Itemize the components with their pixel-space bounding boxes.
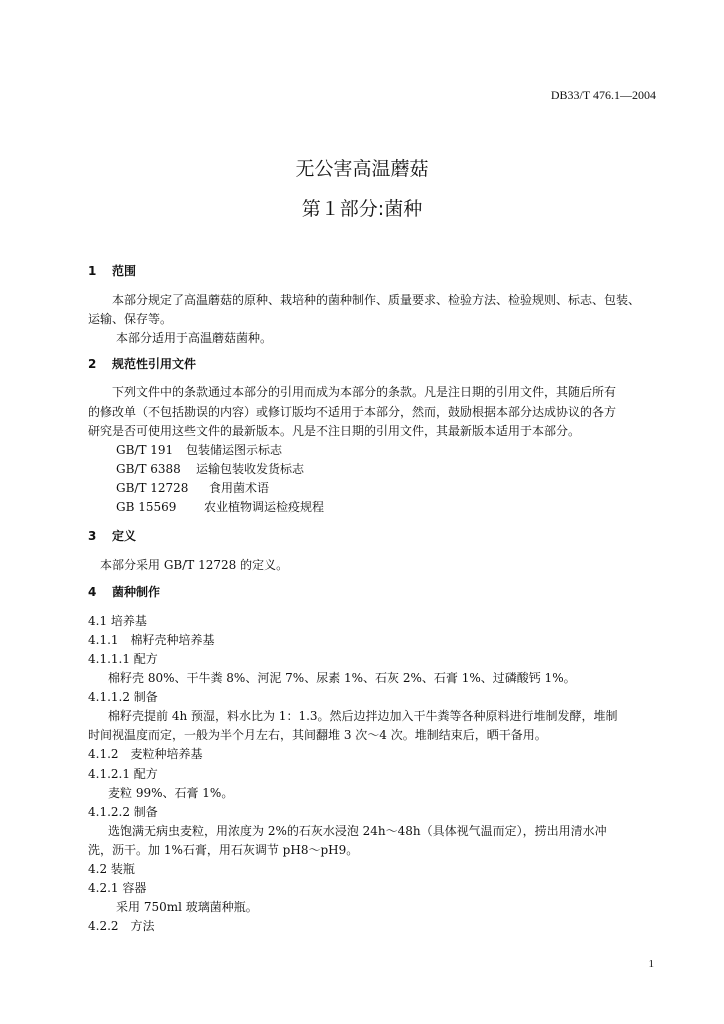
- page-number: 1: [648, 958, 654, 970]
- reference-name: 食用菌术语: [209, 481, 270, 495]
- paragraph: 棉籽壳 80%、干牛粪 8%、河泥 7%、尿素 1%、石灰 2%、石膏 1%、过磷酸钙 1%。: [108, 671, 576, 685]
- paragraph: 下列文件中的条款通过本部分的引用而成为本部分的条款。凡是注日期的引用文件，其随后所有: [112, 385, 617, 399]
- paragraph: 时间视温度而定，一般为半个月左右，其间翻堆 3 次～4 次。堆制结束后，晒干备用。: [88, 728, 547, 742]
- document-code: DB33/T 476.1—2004: [550, 88, 656, 102]
- paragraph: 棉籽壳提前 4h 预湿，料水比为 1：1.3。然后边拌边加入干牛粪等各种原料进行堆制发酵，堆制: [108, 709, 618, 723]
- reference-item: [116, 441, 282, 458]
- paragraph: 选饱满无病虫麦粒，用浓度为 2%的石灰水浸泡 24h～48h（具体视气温而定），捞出用清水冲: [108, 824, 607, 838]
- reference-code: GB/T 191: [116, 443, 174, 457]
- reference-code: GB/T 6388: [116, 462, 181, 476]
- section-title: 定义: [112, 529, 137, 543]
- reference-item: [116, 498, 324, 515]
- subsection-heading: 4.1.2.1 配方: [88, 767, 158, 781]
- paragraph: 本部分适用于高温蘑菇菌种。: [116, 331, 273, 345]
- section-title: 菌种制作: [112, 585, 161, 599]
- section-2-heading: [88, 355, 196, 372]
- subsection-heading: 4.2 装瓶: [88, 862, 135, 876]
- subsection-heading: 4.2.2 方法: [88, 919, 155, 933]
- subsection-heading: 4.1.1.2 制备: [88, 690, 158, 704]
- reference-code: GB 15569: [116, 500, 177, 514]
- paragraph: 的修改单（不包括勘误的内容）或修订版均不适用于本部分，然而，鼓励根据本部分达成协议的各方: [88, 405, 617, 419]
- reference-name: 包装储运图示标志: [186, 443, 283, 457]
- section-title: 规范性引用文件: [112, 357, 197, 371]
- document-subtitle: 第１部分:菌种: [301, 198, 423, 220]
- paragraph: 本部分规定了高温蘑菇的原种、栽培种的菌种制作、质量要求、检验方法、检验规则、标志、包装、: [112, 293, 641, 307]
- paragraph: 麦粒 99%、石膏 1%。: [108, 786, 234, 800]
- paragraph: 研究是否可使用这些文件的最新版本。凡是不注日期的引用文件，其最新版本适用于本部分。: [88, 424, 581, 438]
- subsection-heading: 4.1.1.1 配方: [88, 652, 158, 666]
- section-title: 范围: [112, 264, 137, 278]
- subsection-heading: 4.1 培养基: [88, 614, 147, 628]
- section-4-heading: [88, 583, 160, 600]
- section-3-heading: [88, 527, 136, 544]
- paragraph: 本部分采用 GB/T 12728 的定义。: [100, 558, 289, 572]
- section-number: 1: [88, 264, 97, 278]
- paragraph: 运输、保存等。: [88, 312, 173, 326]
- section-1-heading: [88, 262, 136, 279]
- section-number: 3: [88, 529, 97, 543]
- reference-name: 运输包装收发货标志: [196, 462, 305, 476]
- reference-code: GB/T 12728: [116, 481, 189, 495]
- paragraph: 洗，沥干。加 1%石膏，用石灰调节 pH8～pH9。: [88, 843, 359, 857]
- reference-item: [116, 460, 304, 477]
- section-number: 4: [88, 585, 97, 599]
- subsection-heading: 4.1.1 棉籽壳种培养基: [88, 633, 215, 647]
- paragraph: 采用 750ml 玻璃菌种瓶。: [116, 900, 258, 914]
- reference-name: 农业植物调运检疫规程: [204, 500, 325, 514]
- reference-item: [116, 479, 269, 496]
- section-number: 2: [88, 357, 97, 371]
- subsection-heading: 4.1.2 麦粒种培养基: [88, 747, 203, 761]
- subsection-heading: 4.1.2.2 制备: [88, 805, 158, 819]
- subsection-heading: 4.2.1 容器: [88, 881, 147, 895]
- document-title: 无公害高温蘑菇: [295, 158, 429, 180]
